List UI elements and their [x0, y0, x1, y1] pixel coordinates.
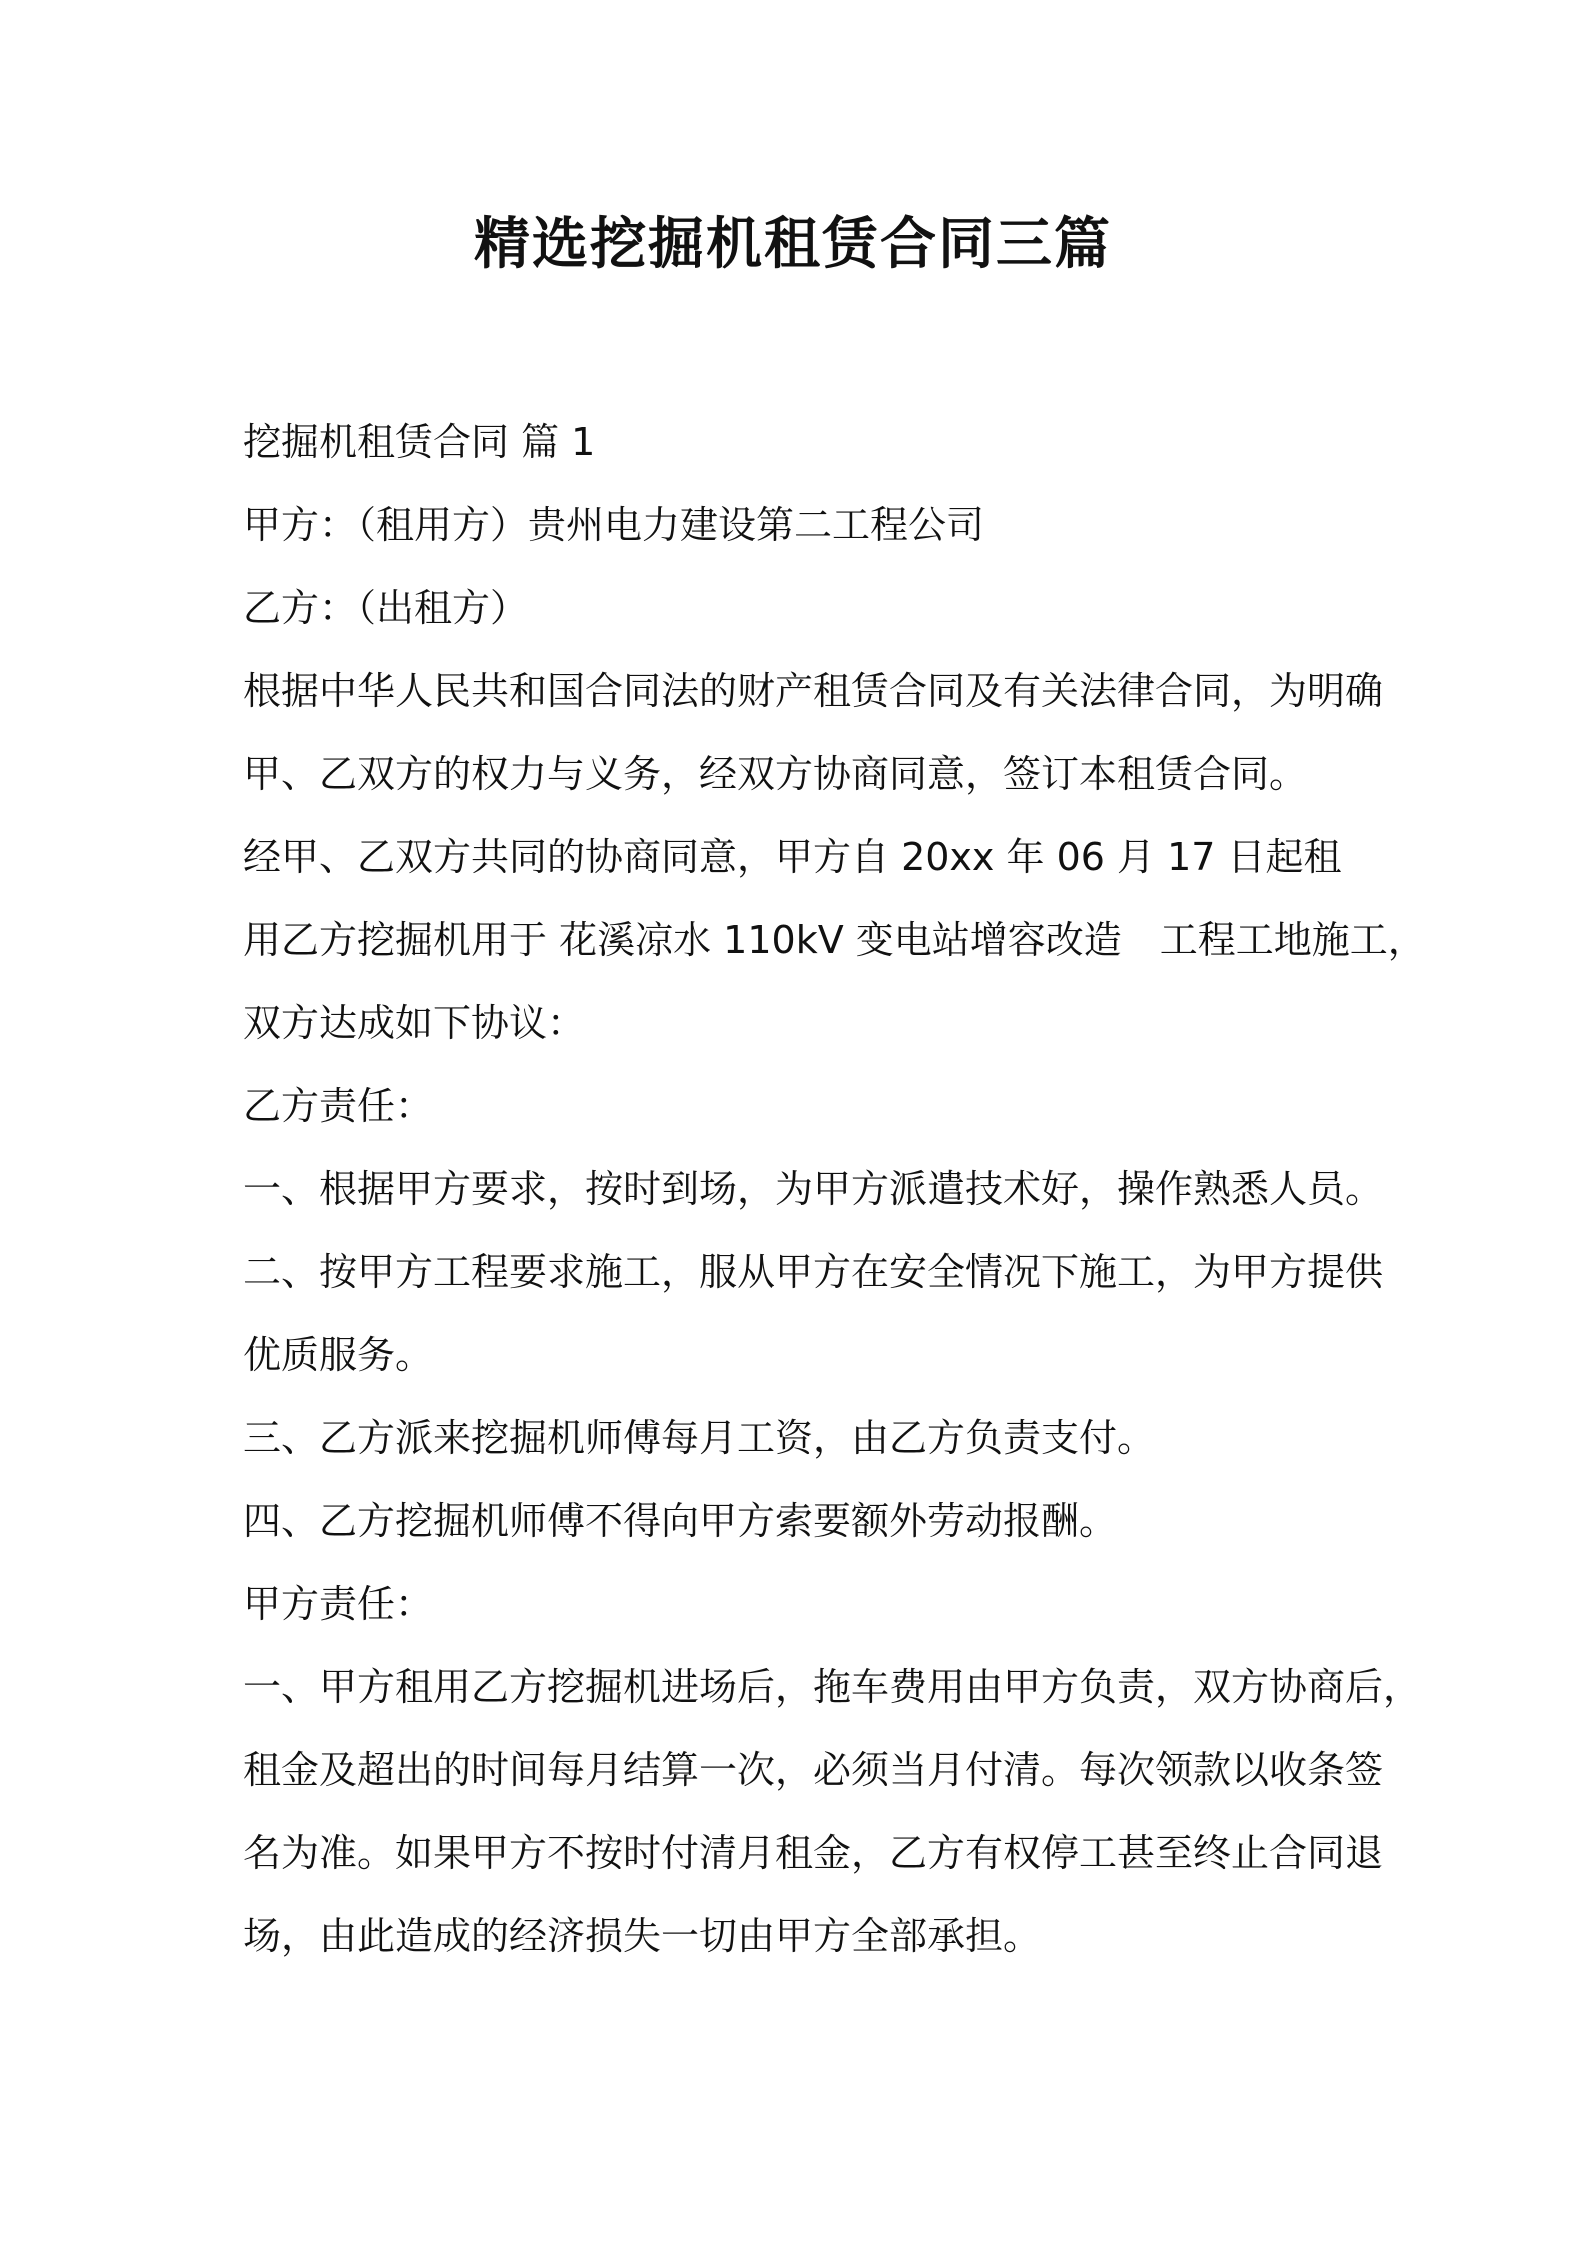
clause-line: 一、甲方租用乙方挖掘机进场后，拖车费用由甲方负责，双方协商后， [243, 1665, 1422, 1709]
section-heading-article-1: 挖掘机租赁合同 篇 1 [243, 420, 596, 464]
document-body [243, 401, 1426, 1978]
clause-line: 名为准。如果甲方不按时付清月租金，乙方有权停工甚至终止合同退 [243, 1831, 1384, 1875]
clause-line: 三、乙方派来挖掘机师傅每月工资，由乙方负责支付。 [243, 1416, 1156, 1460]
paragraph-line: 甲、乙双方的权力与义务，经双方协商同意，签订本租赁合同。 [243, 752, 1308, 796]
party-a-line: 甲方：（租用方）贵州电力建设第二工程公司 [243, 503, 985, 547]
party-b-responsibilities-heading: 乙方责任： [243, 1084, 434, 1128]
clause-line: 场，由此造成的经济损失一切由甲方全部承担。 [243, 1914, 1042, 1958]
paragraph-line: 双方达成如下协议： [243, 1001, 586, 1045]
clause-line: 一、根据甲方要求，按时到场，为甲方派遣技术好，操作熟悉人员。 [243, 1167, 1384, 1211]
clause-line: 租金及超出的时间每月结算一次，必须当月付清。每次领款以收条签 [243, 1748, 1384, 1792]
paragraph-line: 经甲、乙双方共同的协商同意，甲方自 20xx 年 06 月 17 日起租 [243, 835, 1342, 879]
clause-line: 优质服务。 [243, 1333, 434, 1377]
clause-line: 二、按甲方工程要求施工，服从甲方在安全情况下施工，为甲方提供 [243, 1250, 1384, 1294]
clause-line: 四、乙方挖掘机师傅不得向甲方索要额外劳动报酬。 [243, 1499, 1118, 1543]
paragraph-line: 根据中华人民共和国合同法的财产租赁合同及有关法律合同，为明确 [243, 669, 1384, 713]
paragraph-line: 用乙方挖掘机用于 花溪凉水 110kV 变电站增容改造 工程工地施工， [243, 918, 1426, 962]
document-title: 精选挖掘机租赁合同三篇 [474, 212, 1112, 277]
party-b-line: 乙方：（出租方） [243, 586, 529, 630]
party-a-responsibilities-heading: 甲方责任： [243, 1582, 434, 1626]
